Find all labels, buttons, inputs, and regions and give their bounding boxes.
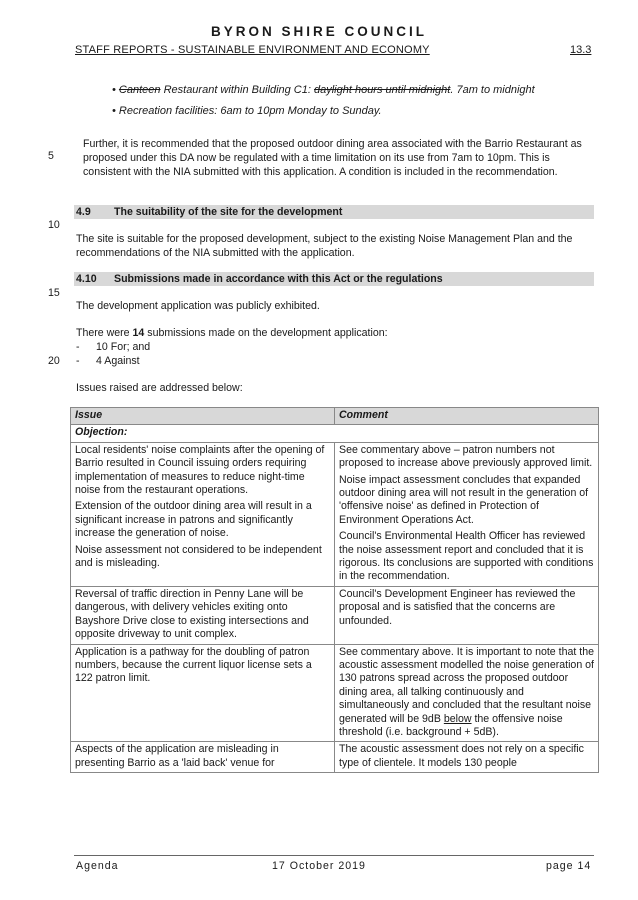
table-row	[71, 644, 599, 742]
exhibited-paragraph: The development application was publicly exhibited.	[76, 300, 320, 312]
footer-agenda: Agenda	[76, 860, 119, 872]
issues-table	[70, 407, 599, 773]
footer-page-number: page 14	[546, 860, 592, 872]
section-heading-4-10: 4.10 Submissions made in accordance with this Act or the regulations	[74, 272, 594, 286]
footer-date: 17 October 2019	[272, 860, 366, 872]
table-row	[71, 742, 599, 773]
objection-label: Objection:	[71, 425, 599, 442]
suitability-paragraph: The site is suitable for the proposed development, subject to the existing Noise Management Plan and the recommendations of the NIA submitted with the application.	[76, 233, 573, 260]
dining-paragraph: Further, it is recommended that the proposed outdoor dining area associated with the Barrio Restaurant as proposed under this DA now be regulated with a time limitation on its use from 7am to 10pm. This is consistent with the NIA submitted with this application. A condition is included in the recommendation.	[83, 138, 582, 179]
line-number: 10	[48, 219, 60, 231]
table-row	[71, 442, 599, 586]
footer-divider	[74, 855, 594, 856]
issue-cell: Application is a pathway for the doubling of patron numbers, because the current liquor license sets a 122 patron limit.	[71, 644, 335, 742]
issue-cell: Local residents' noise complaints after the opening of Barrio resulted in Council issuing orders requiring implementation of measures to reduce night-time noise from the restaurant operations. Extension of the outdoor dining area will result in a significant increase in patrons and significantly increase the generation of noise. Noise assessment not considered to be independent and is misleading.	[71, 442, 335, 586]
table-header-row	[71, 408, 599, 425]
bullet-recreation: • Recreation facilities: 6am to 10pm Monday to Sunday.	[112, 105, 382, 117]
submissions-paragraph: There were 14 submissions made on the development application:	[76, 327, 388, 339]
line-number: 15	[48, 287, 60, 299]
bullet-canteen: • Canteen Restaurant within Building C1: daylight hours until midnight. 7am to midnight	[112, 84, 535, 96]
comment-cell: See commentary above – patron numbers not proposed to increase above previously approved limit. Noise impact assessment concludes that expanded outdoor dining area will not result in the generation of 'offensive noise' as defined in Protection of Environment Operations Act. Council's Environmental Health Officer has reviewed the noise assessment report and concluded that it is rigorous. Its conclusions are supported with conditions in the recommendation.	[335, 442, 599, 586]
issue-cell: Reversal of traffic direction in Penny Lane will be dangerous, with delivery vehicles exiting onto Bayshore Drive close to existing intersections and opposite driveway to unit complex.	[71, 586, 335, 644]
list-item: - 4 Against	[76, 355, 140, 367]
issue-cell: Aspects of the application are misleading in presenting Barrio as a 'laid back' venue for	[71, 742, 335, 773]
issues-intro: Issues raised are addressed below:	[76, 382, 243, 394]
vote-list	[76, 340, 150, 368]
table-row	[71, 586, 599, 644]
comment-cell: Council's Development Engineer has reviewed the proposal and is satisfied that the concerns are unfounded.	[335, 586, 599, 644]
column-header-issue: Issue	[71, 408, 335, 425]
comment-cell: The acoustic assessment does not rely on a specific type of clientele. It models 130 people	[335, 742, 599, 773]
section-number: 13.3	[570, 44, 592, 56]
section-heading-4-9: 4.9 The suitability of the site for the development	[74, 205, 594, 219]
report-subtitle: STAFF REPORTS - SUSTAINABLE ENVIRONMENT AND ECONOMY	[75, 44, 430, 56]
objection-row	[71, 425, 599, 442]
column-header-comment: Comment	[335, 408, 599, 425]
comment-cell: See commentary above. It is important to note that the acoustic assessment modelled the noise generation of 130 patrons spread across the proposed outdoor dining area, all talking continuously and simultaneously and concluded that the resultant noise generated will be 9dB below the offensive noise threshold (i.e. background + 5dB).	[335, 644, 599, 742]
list-item: - 10 For; and	[76, 341, 151, 353]
line-number: 20	[48, 355, 60, 367]
council-title: BYRON SHIRE COUNCIL	[210, 24, 427, 39]
line-number: 5	[48, 150, 54, 162]
